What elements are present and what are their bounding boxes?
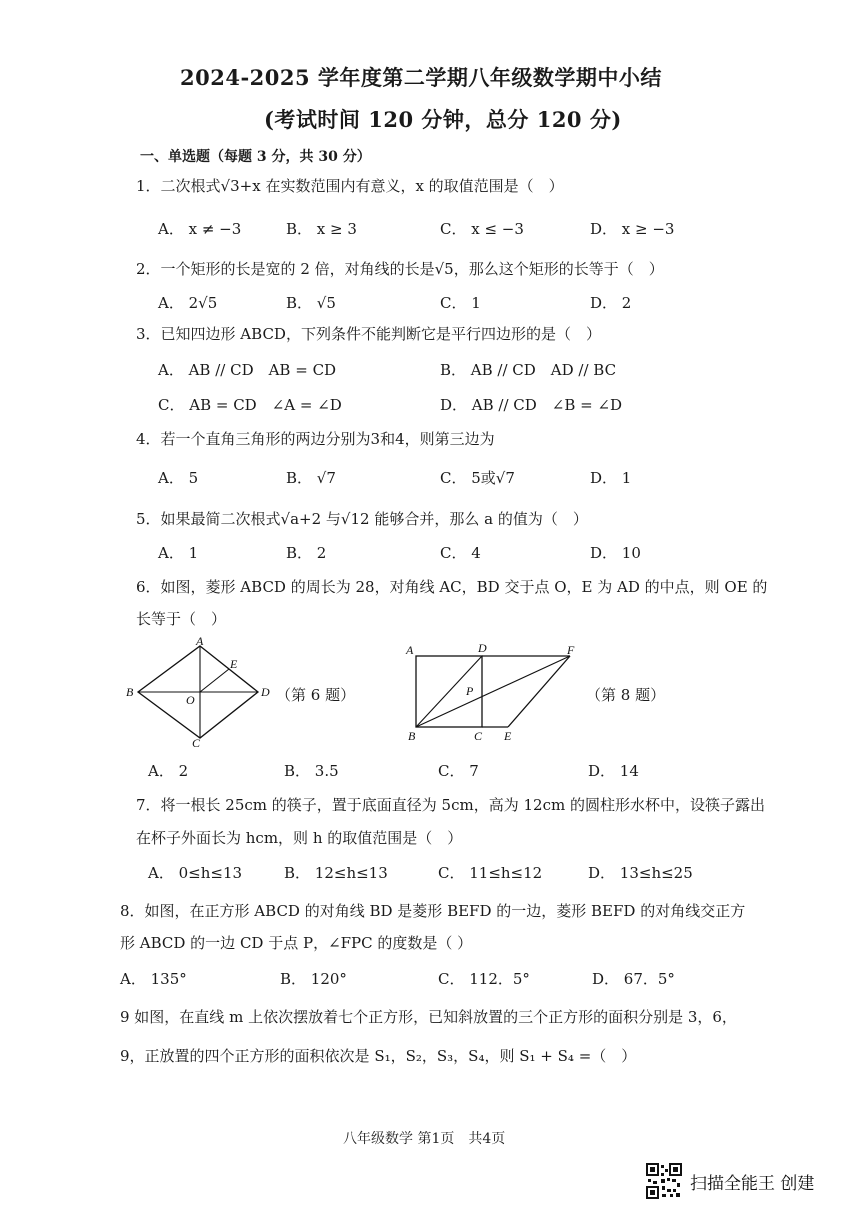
figure-6 xyxy=(120,634,280,752)
page-footer: 八年级数学 第1页 共4页 xyxy=(343,1131,506,1147)
q2-option-b: B． √5 xyxy=(286,294,336,312)
q1-option-b: B． x ≥ 3 xyxy=(286,220,357,238)
q6-option-d: D． 14 xyxy=(588,762,639,780)
q2-option-c: C． 1 xyxy=(440,294,481,312)
scanner-watermark xyxy=(646,1163,814,1199)
segment-oe xyxy=(200,669,229,692)
label-a: A xyxy=(406,643,414,657)
figure-8 xyxy=(400,640,590,749)
q3-option-b: B． AB // CD AD // BC xyxy=(440,361,617,379)
q4-option-a: A． 5 xyxy=(158,469,199,487)
question-7: 7．将一根长 25cm 的筷子，置于底面直径为 5cm，高为 12cm 的圆柱形水杯中，设筷子露出 xyxy=(136,796,765,814)
q6-option-c: C． 7 xyxy=(438,762,479,780)
q4-option-d: D． 1 xyxy=(590,469,632,487)
q7-option-c: C． 11≤h≤12 xyxy=(438,864,543,882)
question-9: 9 如图，在直线 m 上依次摆放着七个正方形，已知斜放置的三个正方形的面积分别是 3，6， xyxy=(120,1008,737,1026)
page-title: 2024-2025 学年度第二学期八年级数学期中小结 xyxy=(180,65,662,90)
question-2: 2．一个矩形的长是宽的 2 倍，对角线的长是√5，那么这个矩形的长等于（ ） xyxy=(136,260,664,278)
label-d: D xyxy=(261,685,270,699)
q8-option-d: D． 67．5° xyxy=(592,970,675,988)
diagonal-bf xyxy=(416,656,570,727)
q3-option-d: D． AB // CD ∠B = ∠D xyxy=(440,396,623,414)
label-d: D xyxy=(478,641,487,655)
q1-option-c: C． x ≤ −3 xyxy=(440,220,524,238)
rhombus-diagram xyxy=(120,634,280,750)
figure-8-caption: （第 8 题） xyxy=(586,686,666,704)
q3-option-c: C． AB = CD ∠A = ∠D xyxy=(158,396,342,414)
label-b: B xyxy=(408,729,416,743)
q5-option-c: C． 4 xyxy=(440,544,481,562)
question-3: 3．已知四边形 ABCD，下列条件不能判断它是平行四边形的是（ ） xyxy=(136,325,601,343)
page-subtitle: (考试时间 120 分钟，总分 120 分) xyxy=(264,107,622,132)
q8-option-c: C． 112．5° xyxy=(438,970,530,988)
square-rhombus-diagram xyxy=(400,640,590,745)
q7-option-b: B． 12≤h≤13 xyxy=(284,864,388,882)
label-e: E xyxy=(504,729,512,743)
q8-option-b: B． 120° xyxy=(280,970,347,988)
q1-option-a: A． x ≠ −3 xyxy=(158,220,242,238)
q3-option-a: A． AB // CD AB = CD xyxy=(158,361,337,379)
qr-code-icon xyxy=(646,1163,682,1199)
figure-6-caption: （第 6 题） xyxy=(276,686,356,704)
label-o: O xyxy=(186,693,195,707)
question-4: 4．若一个直角三角形的两边分别为3和4，则第三边为 xyxy=(136,430,495,448)
watermark-text: 扫描全能王 创建 xyxy=(690,1173,815,1194)
question-1: 1．二次根式√3+x 在实数范围内有意义，x 的取值范围是（ ） xyxy=(136,177,564,195)
q4-option-c: C． 5或√7 xyxy=(440,469,515,487)
question-9-cont: 9，正放置的四个正方形的面积依次是 S₁，S₂，S₃，S₄，则 S₁ + S₄ =（ ） xyxy=(120,1047,637,1065)
q2-option-a: A． 2√5 xyxy=(158,294,218,312)
q5-option-b: B． 2 xyxy=(286,544,327,562)
q5-option-a: A． 1 xyxy=(158,544,199,562)
q5-option-d: D． 10 xyxy=(590,544,641,562)
question-8-cont: 形 ABCD 的一边 CD 于点 P，∠FPC 的度数是（ ） xyxy=(120,934,473,952)
label-p: P xyxy=(466,684,474,698)
question-6-cont: 长等于（ ） xyxy=(136,610,227,628)
q6-option-a: A． 2 xyxy=(148,762,189,780)
q2-option-d: D． 2 xyxy=(590,294,632,312)
segment-fe xyxy=(508,656,570,727)
q6-option-b: B． 3.5 xyxy=(284,762,339,780)
q7-option-a: A． 0≤h≤13 xyxy=(148,864,243,882)
label-f: F xyxy=(567,643,575,657)
question-6: 6．如图，菱形 ABCD 的周长为 28，对角线 AC，BD 交于点 O，E 为 AD 的中点，则 OE 的 xyxy=(136,578,768,596)
label-e: E xyxy=(230,657,238,671)
q1-option-d: D． x ≥ −3 xyxy=(590,220,675,238)
label-b: B xyxy=(126,685,134,699)
q4-option-b: B． √7 xyxy=(286,469,336,487)
question-5: 5．如果最简二次根式√a+2 与√12 能够合并，那么 a 的值为（ ） xyxy=(136,510,588,528)
q8-option-a: A． 135° xyxy=(120,970,187,988)
label-a: A xyxy=(196,634,204,648)
question-8: 8．如图，在正方形 ABCD 的对角线 BD 是菱形 BEFD 的一边，菱形 BEFD 的对角线交正方 xyxy=(120,902,746,920)
label-c: C xyxy=(474,729,483,743)
q7-option-d: D． 13≤h≤25 xyxy=(588,864,693,882)
section-heading: 一、单选题（每题 3 分，共 30 分） xyxy=(140,149,371,165)
label-c: C xyxy=(192,736,201,750)
question-7-cont: 在杯子外面长为 hcm，则 h 的取值范围是（ ） xyxy=(136,829,463,847)
